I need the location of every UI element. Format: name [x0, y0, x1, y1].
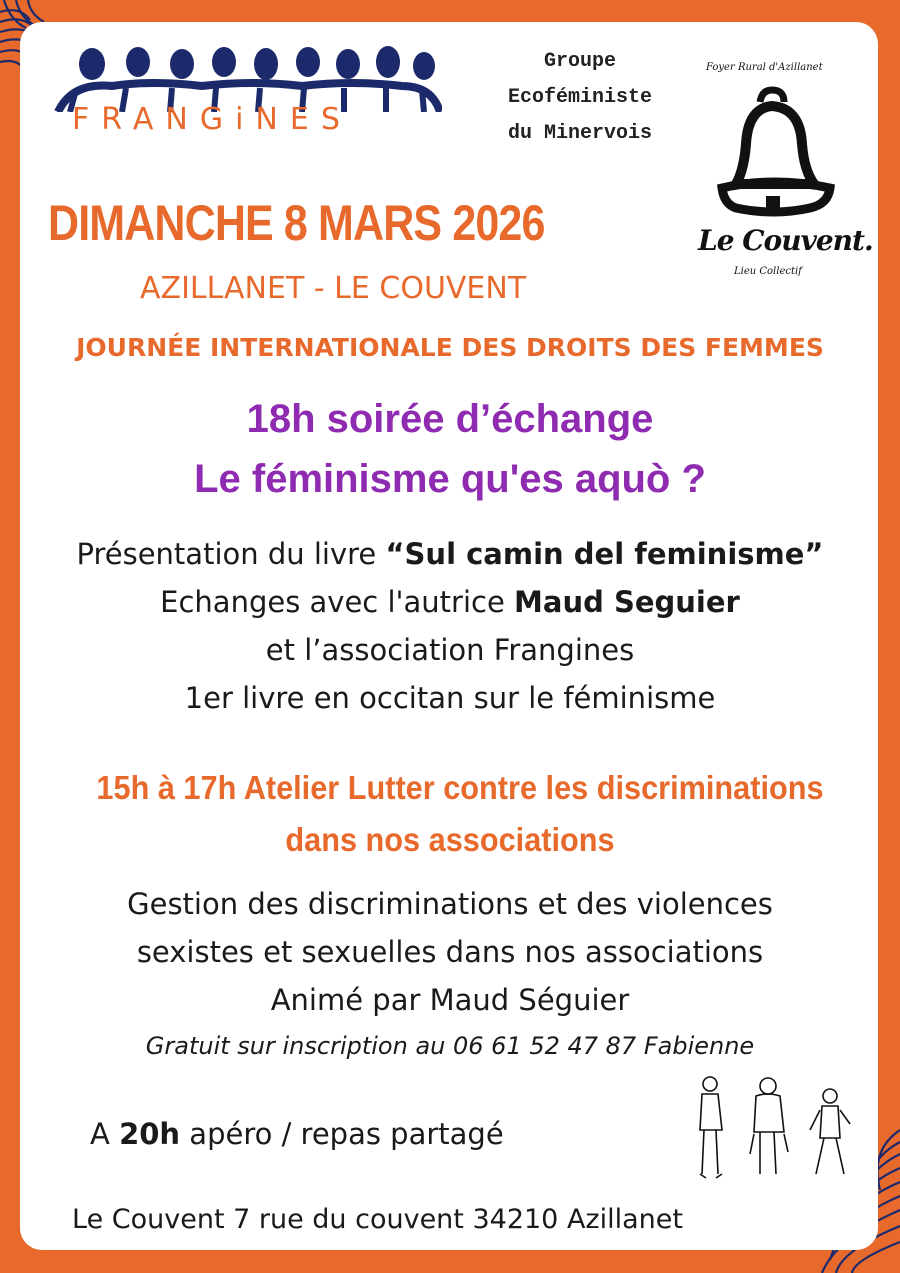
evening-description [20, 530, 880, 722]
dinner-info [90, 1110, 650, 1158]
workshop-title: 15h à 17h Atelier Lutter contre les discriminations [96, 769, 824, 806]
author-exchange-line [20, 578, 880, 626]
book-title: “Sul camin del feminisme” [385, 537, 824, 571]
event-date: DIMANCHE 8 MARS 2026 [48, 195, 545, 251]
dinner-description: apéro / repas partagé [180, 1117, 504, 1151]
event-occasion: JOURNÉE INTERNATIONALE DES DROITS DES FEMMES [76, 333, 824, 362]
workshop-line-2: sexistes et sexuelles dans nos associations [136, 935, 764, 969]
couvent-logo-name: Le Couvent. [698, 224, 873, 257]
dinner-time: 20h [119, 1117, 181, 1151]
frangines-logo-text: FRANGiNES [72, 102, 352, 137]
group-name-line2: Ecoféministe [507, 86, 653, 109]
group-name [470, 44, 690, 152]
workshop-description [20, 880, 880, 1024]
registration-info: Gratuit sur inscription au 06 61 52 47 87 Fabienne [145, 1032, 755, 1060]
group-name-line3: du Minervois [507, 122, 653, 145]
evening-title: 18h soirée d’échange [246, 397, 654, 441]
evening-subtitle: Le féminisme qu'es aquò ? [194, 457, 706, 501]
event-address: Le Couvent 7 rue du couvent 34210 Azillanet [72, 1204, 683, 1235]
association-line: et l’association Frangines [265, 633, 635, 667]
women-sketch-illustration [690, 1074, 860, 1184]
workshop-line-1: Gestion des discriminations et des violences [127, 887, 773, 921]
frangines-logo [52, 42, 442, 142]
book-presentation-line [20, 530, 880, 578]
author-name: Maud Seguier [514, 585, 740, 619]
couvent-logo-top-text: Foyer Rural d'Azillanet [706, 62, 823, 73]
occitan-book-line: 1er livre en occitan sur le féminisme [184, 681, 716, 715]
workshop-subtitle: dans nos associations [285, 821, 615, 858]
event-location: AZILLANET - LE COUVENT [140, 271, 527, 306]
group-name-line1: Groupe [543, 50, 616, 73]
author-exchange-prefix: Echanges avec l'autrice [160, 585, 515, 619]
dinner-prefix: A [90, 1117, 120, 1151]
le-couvent-logo [696, 58, 873, 288]
couvent-logo-tagline: Lieu Collectif [734, 266, 802, 277]
book-presentation-prefix: Présentation du livre [76, 537, 386, 571]
bell-icon [710, 84, 840, 224]
workshop-host-line: Animé par Maud Séguier [270, 983, 630, 1017]
